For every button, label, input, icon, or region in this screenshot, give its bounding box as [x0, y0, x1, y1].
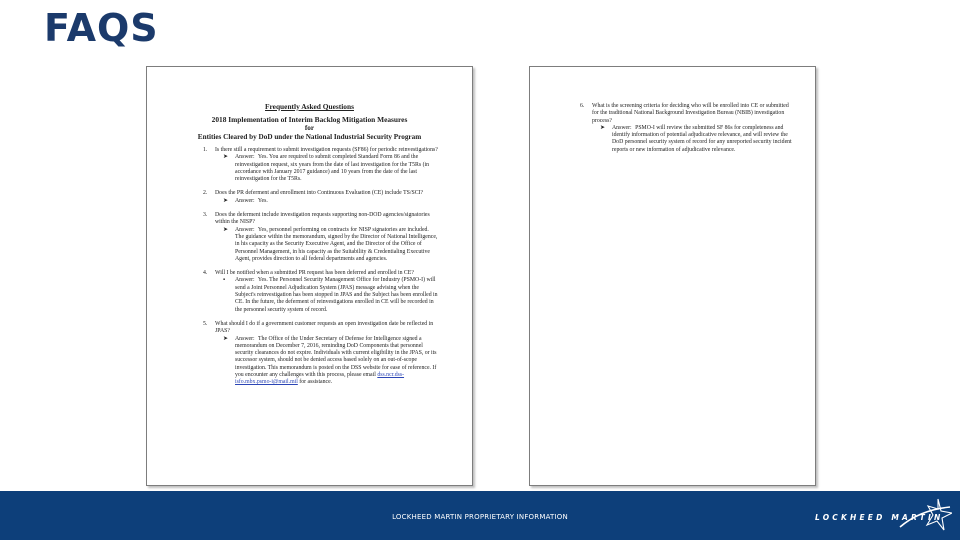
doc-heading-for: for	[304, 124, 315, 132]
question-number: 4.	[203, 270, 208, 277]
answer-label: Answer:	[235, 197, 255, 204]
answer-label: Answer:	[235, 335, 255, 342]
faq-item	[203, 190, 439, 205]
faq-item	[203, 147, 439, 183]
faq-item	[203, 270, 439, 314]
footer-bar	[0, 491, 960, 540]
faq-question	[203, 190, 439, 197]
answer-label: Answer:	[235, 154, 255, 161]
brand-wordmark: LOCKHEED MARTIN	[815, 513, 944, 522]
lockheed-star-logo-icon	[898, 497, 952, 533]
question-number: 6.	[580, 103, 585, 109]
answer-text: Yes, personnel performing on contracts for NISP signatories are included. The guidance within the memorandum, signed by the Director of National Intelligence, in his capacity as the Security Executive Agent, and the Director of the Office of Personnel Management, in his capacity as the Suitability & Credentialing Executive Agent, provides direction to all federal departments and agencies.	[235, 226, 438, 262]
question-number: 3.	[203, 212, 208, 219]
answer-text: Yes. You are required to submit completed Standard Form 86 and the reinvestigation request, six years from the date of last investigation for the T5Rs (in accordance with January 2017 guidance) and 10 years from the date of the last reinvestigation for the T5Rs.	[235, 154, 430, 183]
answer-text: Yes.	[257, 197, 268, 204]
faq-question	[580, 103, 792, 125]
faq-item	[203, 321, 439, 387]
question-text: Will I be notified when a submitted PR request has been deferred and enrolled in CE?	[215, 270, 414, 277]
arrow-bullet-icon: ➤	[223, 226, 228, 233]
doc-heading-implementation: 2018 Implementation of Interim Backlog Mitigation Measures	[211, 115, 408, 124]
faq-question	[203, 147, 439, 154]
question-number: 1.	[203, 147, 208, 153]
arrow-bullet-icon: ➤	[600, 124, 605, 131]
question-text: Is there still a requirement to submit investigation requests (SF86) for periodic reinvestigations?	[215, 147, 438, 153]
faq-answer	[592, 125, 792, 154]
question-number: 5.	[203, 320, 208, 327]
answer-label: Answer:	[235, 226, 255, 233]
faq-answer	[215, 336, 439, 387]
doc-heading-faq: Frequently Asked Questions	[265, 102, 354, 111]
arrow-bullet-icon: ➤	[223, 154, 228, 161]
faq-answer	[215, 198, 439, 205]
proprietary-notice: LOCKHEED MARTIN PROPRIETARY INFORMATION	[392, 513, 568, 521]
faq-answer	[215, 227, 439, 263]
document-page-2	[529, 66, 816, 486]
question-text: Does the deferment include investigation requests supporting non-DOD agencies/signatories within the NISP?	[215, 212, 430, 226]
faq-question	[203, 212, 439, 227]
square-bullet-icon: ▪	[223, 277, 226, 284]
faq-list	[203, 147, 439, 394]
question-text: What is the screening criteria for deciding who will be enrolled into CE or submitted for the traditional National Background Investigation Bureau (NBIB) investigation process?	[592, 103, 789, 124]
answer-tail: for assistance.	[299, 379, 333, 386]
arrow-bullet-icon: ➤	[223, 335, 228, 342]
faq-item	[203, 212, 439, 263]
answer-text: PSMO-I will review the submitted SF 86s for completeness and identify information of potential adjudicative relevance, and will review the DoD personnel security system of record for any unreported security incident reports or new information of adjudicative relevance.	[612, 124, 792, 153]
question-text: What should I do if a government customer requests an open investigation date be reflected in JPAS?	[215, 320, 434, 335]
answer-label: Answer:	[612, 124, 632, 131]
faq-list	[580, 103, 792, 154]
document-page-1	[146, 66, 473, 486]
question-text: Does the PR deferment and enrollment into Continuous Evaluation (CE) include TS/SCI?	[215, 190, 424, 197]
faq-answer	[215, 154, 439, 183]
email-link[interactable]: dss.ncr.dss-isfo.mbx.psmo-i@mail.mil	[235, 372, 405, 386]
answer-label: Answer:	[235, 277, 255, 284]
faq-answer	[215, 277, 439, 313]
slide-title: FAQS	[44, 6, 159, 50]
faq-item	[580, 103, 792, 154]
doc-heading-entities: Entities Cleared by DoD under the National Industrial Security Program	[197, 133, 422, 141]
arrow-bullet-icon: ➤	[223, 197, 228, 204]
answer-text: The Office of the Under Secretary of Defense for Intelligence signed a memorandum on December 7, 2016, reminding DoD Components that personnel security clearances do not expire. Individuals with current eligibility in the JPAS, or its successor system, should not be denied access based solely on an out-of-scope investigation. This memorandum is posted on the DSS website for ease of reference. If you encounter any challenges with this process, please email	[235, 335, 437, 379]
answer-text: Yes. The Personnel Security Management Office for Industry (PSMO-I) will send a Joint Personnel Adjudication System (JPAS) message advising when the Subject's reinvestigation has been stopped in JPAS and the Subject has been enrolled in CE. In the future, the deferment of reinvestigations enrolled in CE will be recorded in the personnel security system of record.	[235, 277, 438, 313]
faq-question	[203, 321, 439, 336]
question-number: 2.	[203, 190, 208, 197]
